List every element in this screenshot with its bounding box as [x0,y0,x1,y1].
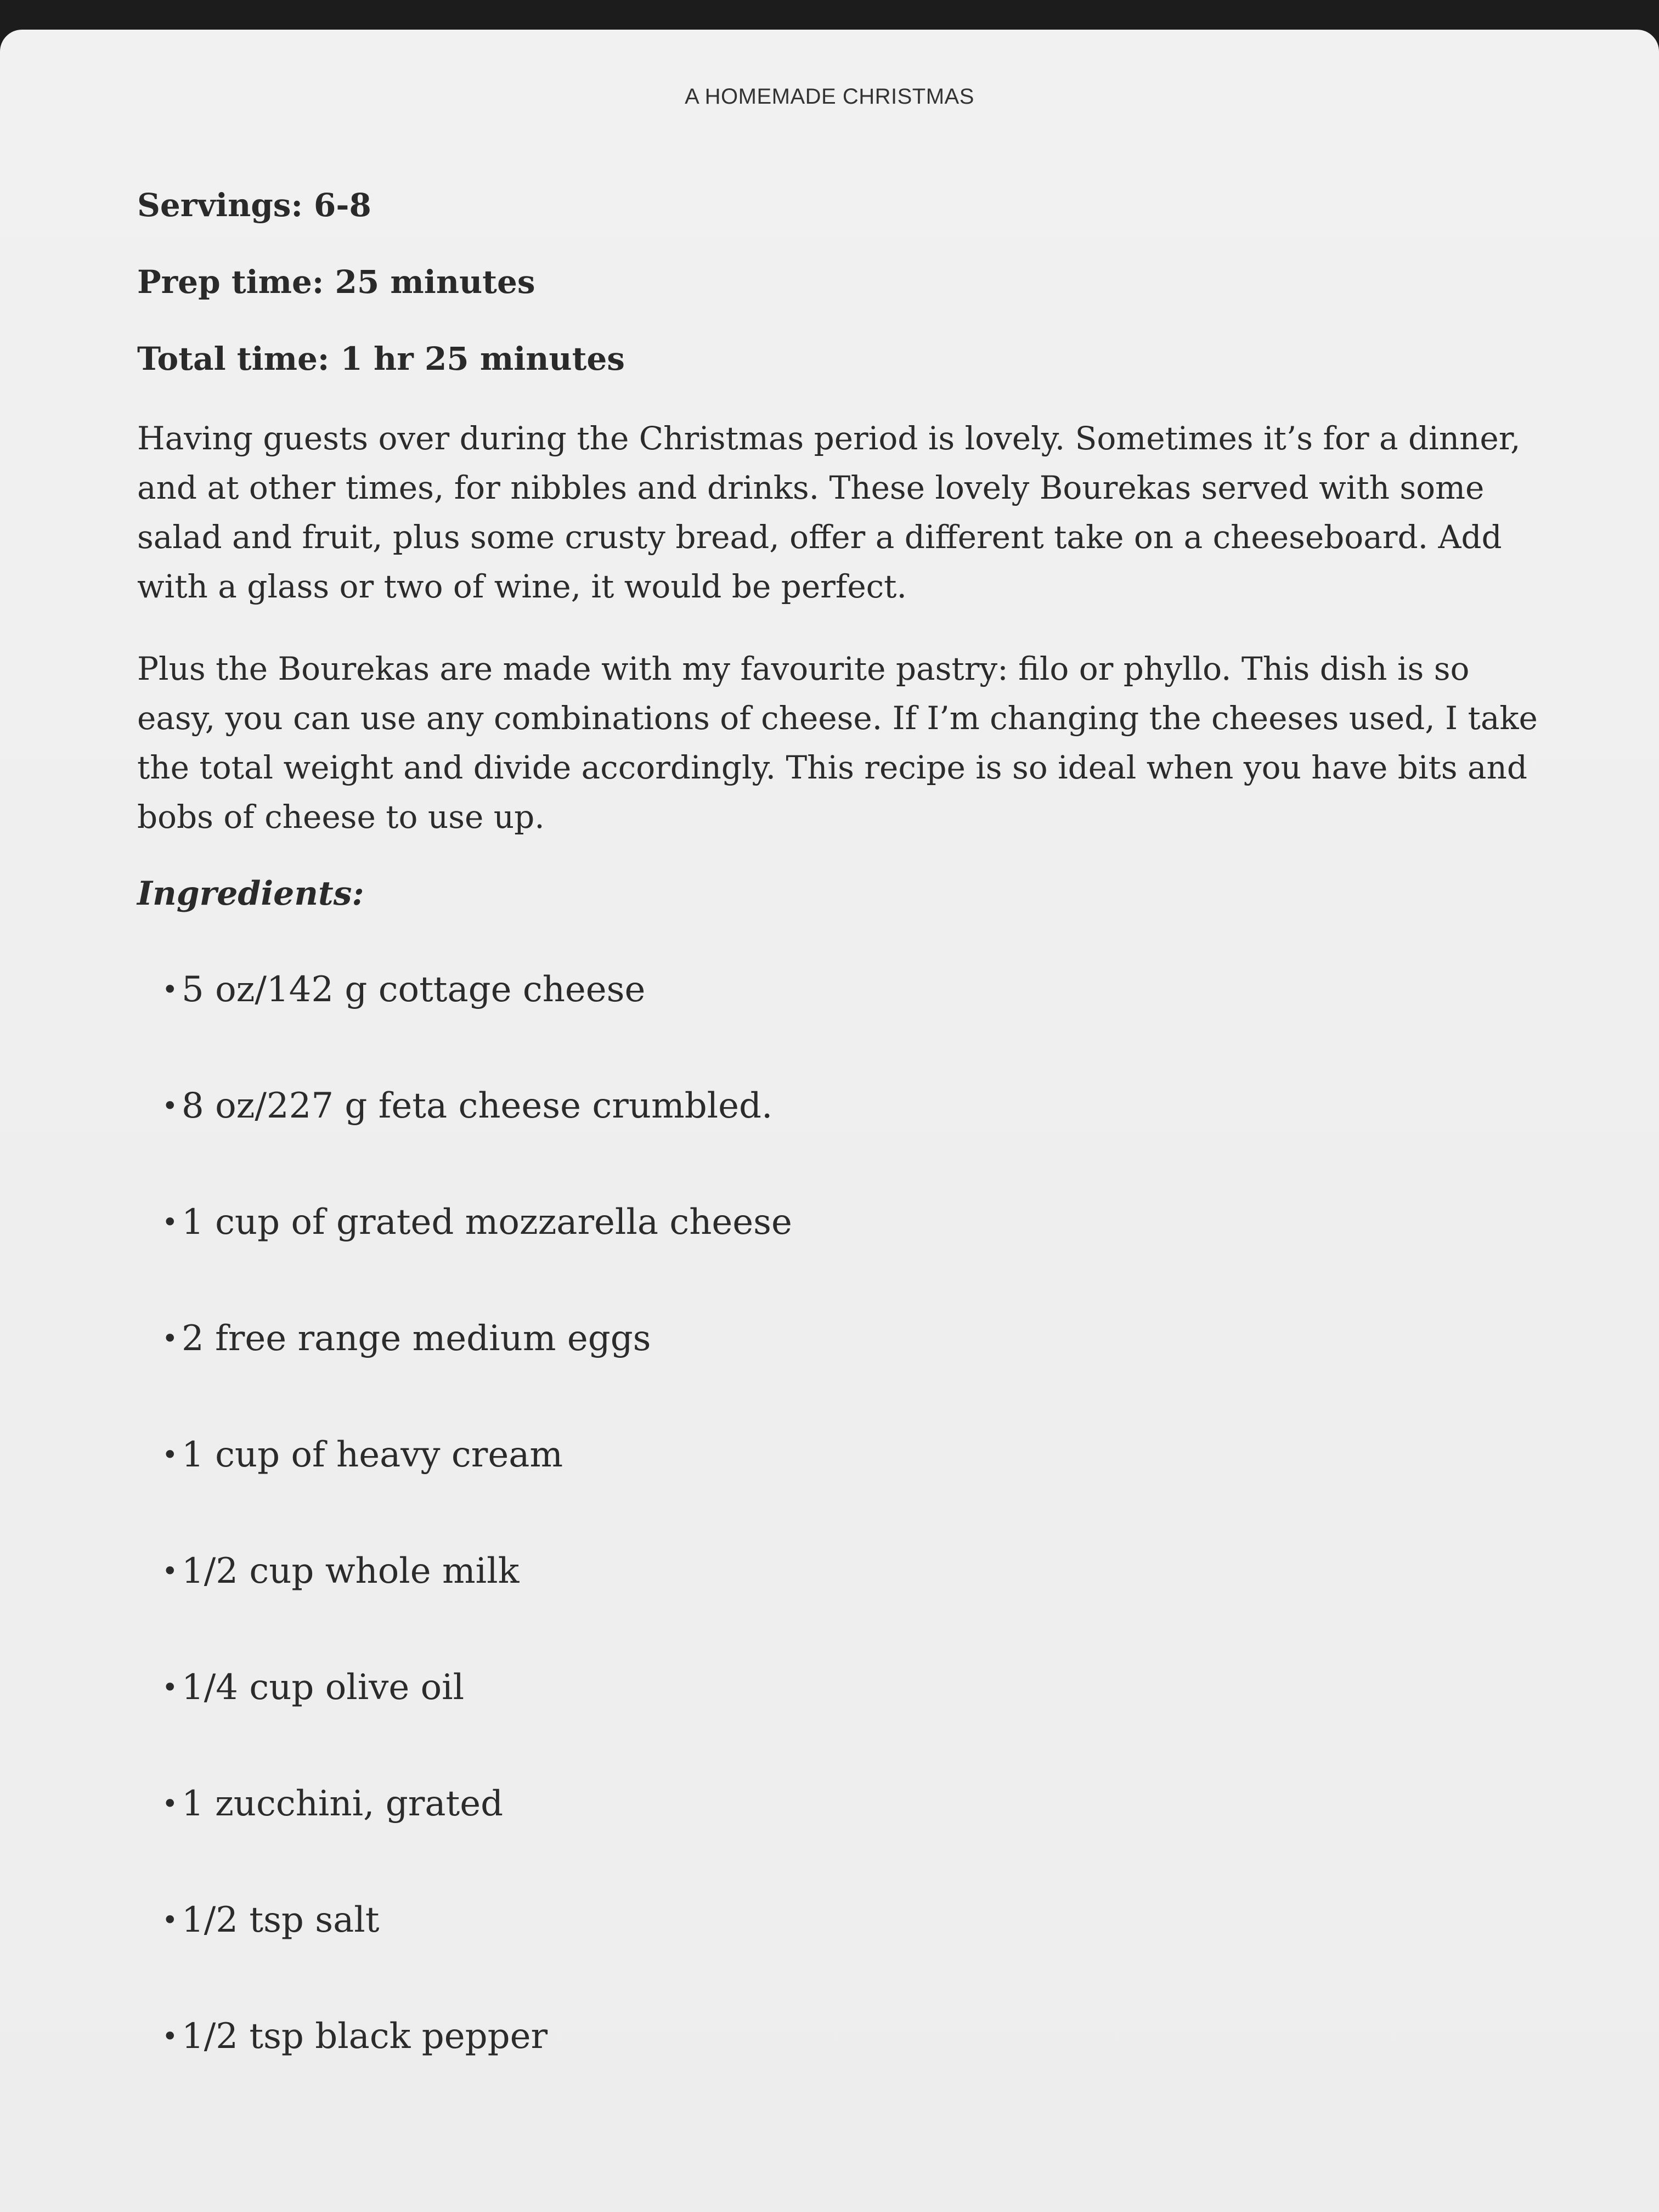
bullet-icon: • [162,1323,178,1355]
ingredient-text: 8 oz/227 g feta cheese crumbled. [182,1086,773,1126]
bullet-icon: • [162,1439,178,1471]
ingredient-text: 1/2 cup whole milk [182,1551,520,1592]
running-head-title: A HOMEMADE CHRISTMAS [685,84,974,109]
bullet-icon: • [162,1904,178,1936]
ingredient-item [162,1079,1542,1195]
ingredients-list [137,962,1542,2125]
pastry-paragraph: Plus the Bourekas are made with my favourite pastry: filo or phyllo. This dish is so easy, you can use any combinations of cheese. If I’m changing the cheeses used, I take the total weight and divide accordingly. This recipe is so ideal when you have bits and bobs of cheese to use up. [137,650,1538,836]
prep-time: Prep time: 25 minutes [137,263,535,301]
ingredient-text: 1 zucchini, grated [182,1784,504,1824]
bullet-icon: • [162,974,178,1006]
bullet-icon: • [162,1672,178,1703]
servings: Servings: 6-8 [137,187,371,224]
ingredient-item [162,1195,1542,1311]
bullet-icon: • [162,1788,178,1820]
ingredient-item [162,1776,1542,1893]
ingredient-item [162,1427,1542,1544]
ingredient-item [162,1660,1542,1776]
page-content [137,167,1542,2125]
ingredients-heading: Ingredients: [137,874,364,913]
ingredient-text: 1/2 tsp black pepper [182,2016,548,2057]
ingredient-item [162,1311,1542,1427]
ingredient-text: 1/4 cup olive oil [182,1667,465,1708]
ingredient-text: 2 free range medium eggs [182,1318,651,1359]
bullet-icon: • [162,1555,178,1587]
ingredient-text: 5 oz/142 g cottage cheese [182,969,646,1010]
bullet-icon: • [162,2021,178,2052]
total-time: Total time: 1 hr 25 minutes [137,340,625,377]
ingredient-text: 1 cup of heavy cream [182,1435,563,1475]
ingredient-item [162,1893,1542,2009]
ingredient-item [162,2009,1542,2125]
ingredient-item [162,962,1542,1079]
intro-paragraph: Having guests over during the Christmas period is lovely. Sometimes it’s for a dinner, and at other times, for nibbles and drinks. These lovely Bourekas served with some salad and fruit, plus some crusty bread, offer a different take on a cheeseboard. Add with a glass or two of wine, it would be perfect. [137,420,1521,605]
ereader-page [0,30,1659,2212]
ingredient-text: 1/2 tsp salt [182,1900,380,1940]
bullet-icon: • [162,1090,178,1122]
bullet-icon: • [162,1206,178,1238]
ingredient-item [162,1544,1542,1660]
ingredient-text: 1 cup of grated mozzarella cheese [182,1202,792,1243]
